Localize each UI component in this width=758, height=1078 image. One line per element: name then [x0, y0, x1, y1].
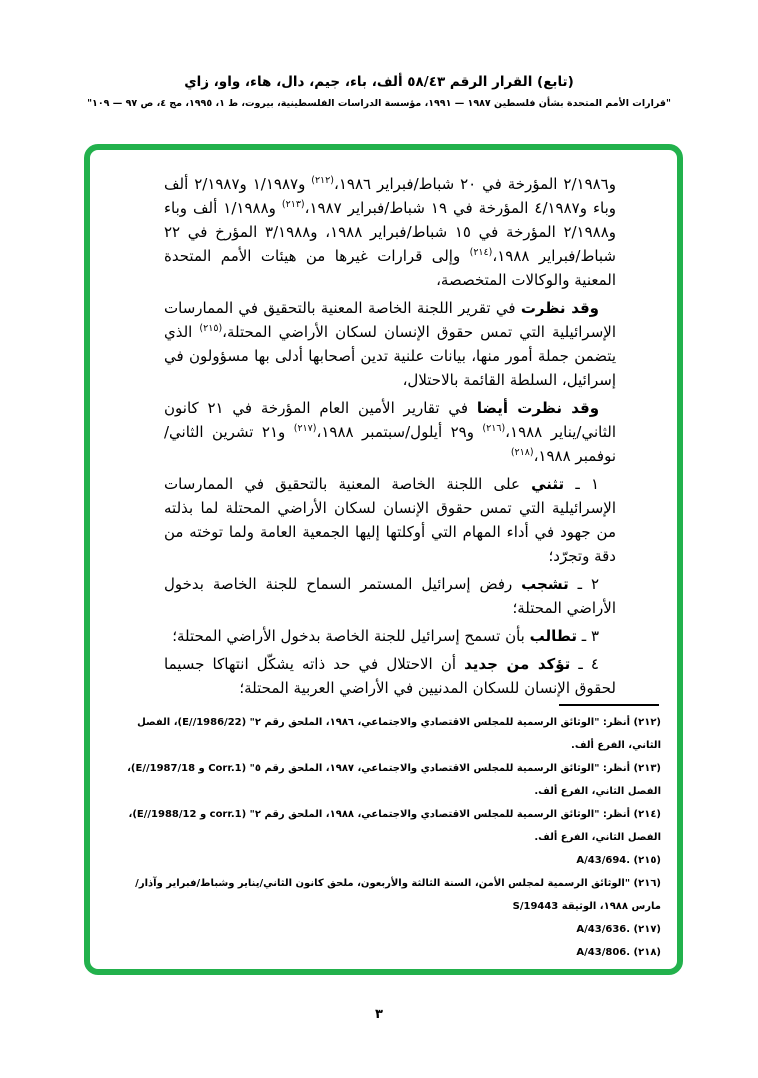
footnote-item: (٢١٤) أنظر: "الوثائق الرسمية للمجلس الاقتصادي والاجتماعي، ١٩٨٨، الملحق رقم ٢" (E//1988/12 و corr.1)، الفصل الثاني، الفرع ألف.	[128, 809, 661, 843]
paragraph: ٤ ـ تؤكد من جديد أن الاحتلال في حد ذاته يشكّل انتهاكا جسيما لحقوق الإنسان للسكان المدنيين في الأراضي العربية المحتلة؛	[164, 655, 616, 697]
source-citation: "قرارات الأمم المتحدة بشأن فلسطين ١٩٨٧ — ١٩٩١، مؤسسة الدراسات الفلسطينية، بيروت، ط ١، ١٩٩٥، مج ٤، ص ٩٧ — ١٠٩"	[87, 98, 671, 109]
footnote-item: (٢١٧) A/43/636.	[576, 924, 661, 935]
page-number: ٣	[375, 1007, 383, 1022]
footnote-ref: (٢١٦)	[482, 423, 506, 434]
paragraph: ٢ ـ تشجب رفض إسرائيل المستمر السماح للجنة الخاصة بدخول الأراضي المحتلة؛	[164, 575, 616, 617]
document-symbol: A/43/636.	[576, 924, 631, 935]
paragraph: وقد نظرت في تقرير اللجنة الخاصة المعنية بالتحقيق في الممارسات الإسرائيلية التي تمس حقوق الإنسان لسكان الأراضي المحتلة،$^{(٢١٥)}$ الذي يتضمن جملة أمور منها، بيانات علنية تدين أصحابها أدلى بها مسؤولون في إسرائيل، السلطة القائمة بالاحتلال،	[164, 299, 616, 389]
paragraph: وقد نظرت أيضا في تقارير الأمين العام المؤرخة في ٢١ كانون الثاني/يناير ١٩٨٨،$^{(٢١٦)}$ و٢٩ أيلول/سبتمبر ١٩٨٨،$^{(٢١٧)}$ و٢١ تشرين الثاني/نوفمبر ١٩٨٨،$^{(٢١٨)}$	[164, 399, 616, 465]
paragraph: و٢/١٩٨٦ المؤرخة في ٢٠ شباط/فبراير ١٩٨٦،$^{(٢١٢)}$ و١/١٩٨٧ و٢/١٩٨٧ ألف وباء و٤/١٩٨٧ المؤرخة في ١٩ شباط/فبراير ١٩٨٧،$^{(٢١٣)}$ و١/١٩٨٨ ألف وباء و٢/١٩٨٨ المؤرخة في ١٥ شباط/فبراير ١٩٨٨، و٣/١٩٨٨ المؤرخ في ٢٢ شباط/فبراير ١٩٨٨،$^{(٢١٤)}$ وإلى قرارات غيرها من هيئات الأمم المتحدة المعنية والوكالات المتخصصة،	[164, 175, 617, 289]
footnote-item: (٢١٣) أنظر: "الوثائق الرسمية للمجلس الاقتصادي والاجتماعي، ١٩٨٧، الملحق رقم ٥" (E//1987/18 و Corr.1)، الفصل الثاني، الفرع ألف.	[127, 763, 661, 797]
page-header	[0, 74, 758, 109]
resolution-title: (تابع) القرار الرقم ٥٨/٤٣ ألف، باء، جيم، دال، هاء، واو، زاي	[184, 74, 574, 90]
footnote-item: (٢١٢) أنظر: "الوثائق الرسمية للمجلس الاقتصادي والاجتماعي، ١٩٨٦، الملحق رقم ٢" (E//1986/22)، الفصل الثاني، الفرع ألف.	[137, 717, 661, 751]
document-symbol: S/19443	[512, 901, 559, 912]
document-symbol: (E//1987/18 و Corr.1)	[130, 763, 247, 774]
document-symbol: (E//1988/12 و corr.1)	[132, 809, 247, 820]
footnote-ref: (٢١٧)	[293, 423, 317, 434]
footnote-item: (٢١٥) A/43/694.	[576, 855, 661, 866]
footnotes-section	[110, 704, 661, 964]
paragraph: ٣ ـ تطالب بأن تسمح إسرائيل للجنة الخاصة بدخول الأراضي المحتلة؛	[172, 627, 599, 645]
document-symbol: A/43/806.	[576, 947, 631, 958]
green-border-frame	[84, 144, 683, 975]
document-symbol: A/43/694.	[576, 855, 631, 866]
footnote-list	[110, 711, 661, 964]
paragraph: ١ ـ تثني على اللجنة الخاصة المعنية بالتحقيق في الممارسات الإسرائيلية التي تمس حقوق الإنسان لسكان الأراضي المحتلة لما بذلته من جهود في أداء المهام التي أوكلتها إليها الجمعية العامة ولما توخته من دقة وتجرّد؛	[164, 475, 616, 565]
footnote-ref: (٢١٥)	[199, 323, 223, 334]
footnote-ref: (٢١٨)	[510, 447, 534, 458]
footnote-item: (٢١٨) A/43/806.	[576, 947, 661, 958]
document-paragraphs	[164, 172, 616, 704]
footnote-ref: (٢١٢)	[311, 175, 334, 186]
footnote-separator	[559, 704, 659, 706]
footnote-ref: (٢١٤)	[469, 247, 493, 258]
footnote-item: (٢١٦) "الوثائق الرسمية لمجلس الأمن، السنة الثالثة والأربعون، ملحق كانون الثاني/يناير وشباط/فبراير وآذار/مارس ١٩٨٨، الوثيقة S/19443	[135, 878, 661, 912]
document-symbol: (E//1986/22)	[177, 717, 247, 728]
footnote-ref: (٢١٣)	[281, 199, 305, 210]
